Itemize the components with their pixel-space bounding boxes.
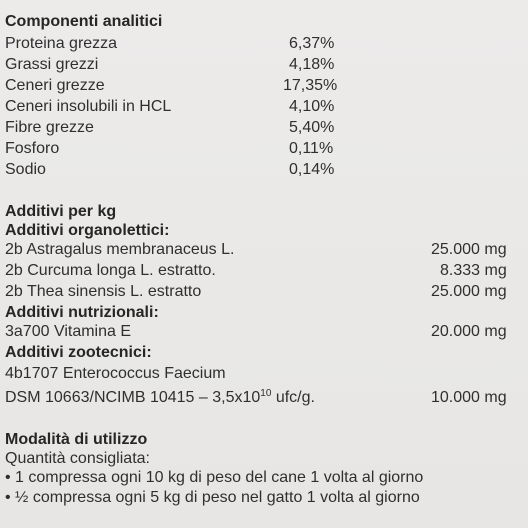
analytical-row [5,76,345,95]
analytical-row [5,97,345,116]
nutritional-value: 20.000 mg [431,323,507,340]
zootechnical-value: 10.000 mg [431,389,507,406]
analytical-label: Proteina grezza [5,35,118,52]
organoleptic-value: 8.333 mg [440,262,507,279]
usage-title: Modalità di utilizzo [5,431,148,448]
analytical-value: 17,35% [283,77,338,94]
analytical-value: 0,14% [289,161,335,178]
zootechnical-label-suffix: ufc/g. [271,389,315,406]
exponent: 10 [260,388,272,399]
zootechnical-line-1: 4b1707 Enterococcus Faecium [5,365,226,382]
nutritional-title: Additivi nutrizionali: [5,304,159,321]
analytical-label: Grassi grezzi [5,56,99,73]
zootechnical-title: Additivi zootecnici: [5,344,152,361]
analytical-row [5,55,345,74]
organoleptic-value: 25.000 mg [431,283,507,300]
organoleptic-label: 2b Thea sinensis L. estratto [5,283,202,300]
nutritional-label: 3a700 Vitamina E [5,323,132,340]
analytical-row [5,118,345,137]
analytical-row [5,160,345,179]
organoleptic-label: 2b Astragalus membranaceus L. [5,241,235,258]
analytical-row [5,139,345,158]
organoleptic-row [5,282,527,301]
analytical-value: 5,40% [289,119,335,136]
analytical-value: 4,10% [289,98,335,115]
zootechnical-label [5,388,315,407]
analytical-label: Ceneri grezze [5,77,105,94]
analytical-label: Sodio [5,161,46,178]
nutritional-row [5,322,527,341]
usage-item: • ½ compressa ogni 5 kg di peso nel gatto 1 volta al giorno [5,489,420,506]
usage-item: • 1 compressa ogni 10 kg di peso del cane 1 volta al giorno [5,469,424,486]
usage-subtitle: Quantità consigliata: [5,450,150,467]
organoleptic-row [5,261,527,280]
analytical-value: 6,37% [289,35,335,52]
additives-title: Additivi per kg [5,203,117,220]
zootechnical-label-prefix: DSM 10663/NCIMB 10415 – 3,5x10 [5,389,261,406]
organoleptic-row [5,240,527,259]
organoleptic-label: 2b Curcuma longa L. estratto. [5,262,216,279]
zootechnical-row [5,388,527,407]
analytical-label: Fibre grezze [5,119,94,136]
organoleptic-value: 25.000 mg [431,241,507,258]
analytical-label: Fosforo [5,140,60,157]
analytical-value: 0,11% [289,140,334,157]
analytical-value: 4,18% [289,56,335,73]
analytical-row [5,34,345,53]
analytical-label: Ceneri insolubili in HCL [5,98,172,115]
analytical-title: Componenti analitici [5,13,163,30]
organoleptic-title: Additivi organolettici: [5,222,170,239]
